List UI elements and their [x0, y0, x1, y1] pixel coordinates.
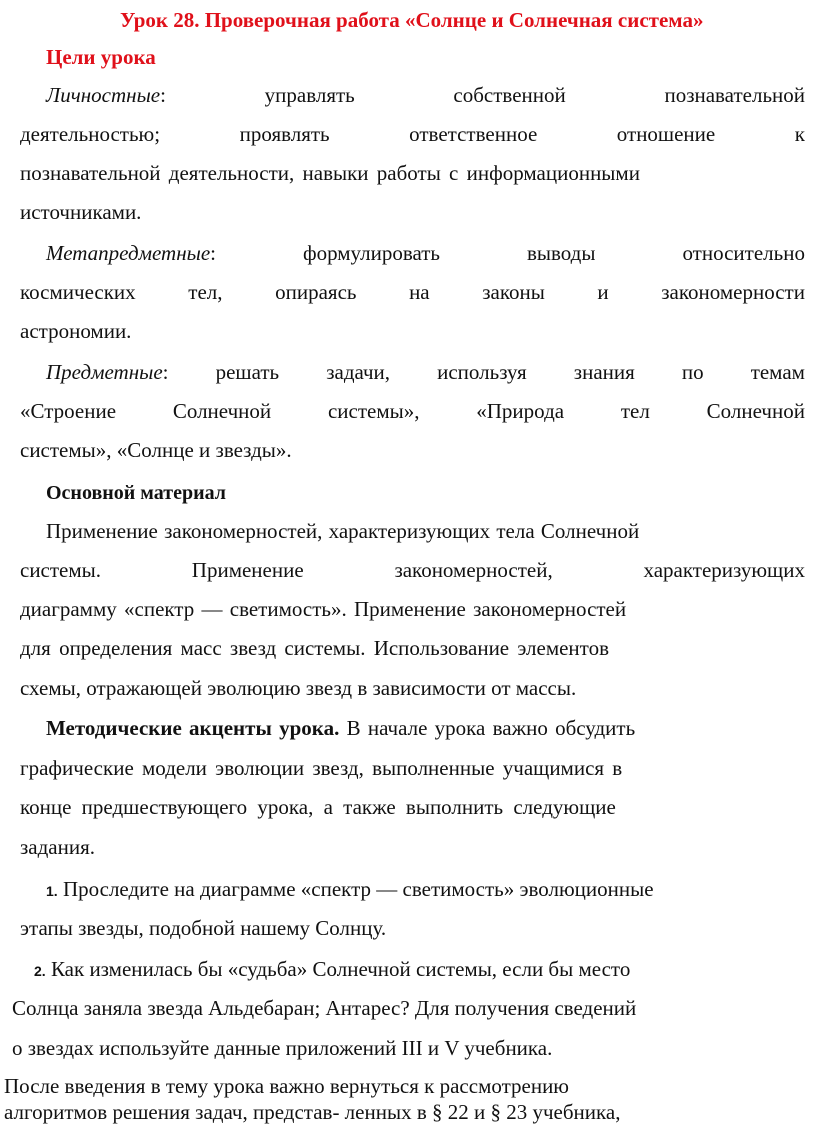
- word: решать: [215, 360, 280, 384]
- task2-line-2: Солнца заняла звезда Альдебаран; Антарес? Для получения сведений: [12, 996, 637, 1020]
- word: Применение: [191, 558, 304, 582]
- word: «Строение: [20, 399, 117, 423]
- word: формулировать: [302, 241, 441, 265]
- word: к: [794, 122, 805, 146]
- task2-line-1: [34, 955, 630, 985]
- word: опираясь: [275, 280, 357, 304]
- task1-line-1: [46, 875, 654, 905]
- main-line-4: для определения масс звезд системы. Использование элементов: [20, 636, 609, 660]
- word: темам: [750, 360, 805, 384]
- subject-line-1: Предметные: решать задачи, используя знания по темам: [46, 360, 805, 384]
- word: задачи,: [326, 360, 391, 384]
- word: тел,: [188, 280, 223, 304]
- main-line-2: [20, 556, 805, 584]
- word: на: [409, 280, 430, 304]
- word: тел: [620, 399, 650, 423]
- method-line-2: графические модели эволюции звезд, выполненные учащимися в: [20, 756, 623, 780]
- word: «Природа: [476, 399, 565, 423]
- after-line-1: После введения в тему урока важно вернуться к рассмотрению: [4, 1074, 570, 1098]
- personal-line-2: [20, 120, 805, 148]
- task1-line-2: этапы звезды, подобной нашему Солнцу.: [20, 916, 387, 940]
- main-heading: Основной материал: [46, 482, 227, 504]
- word: управлять: [264, 83, 355, 107]
- subject-label: Предметные: [46, 360, 163, 384]
- word: проявлять: [239, 122, 330, 146]
- personal-label: Личностные: [46, 83, 161, 107]
- personal-line-1: Личностные: управлять собственной познавательной: [46, 83, 805, 107]
- word: отношение: [616, 122, 716, 146]
- word: по: [681, 360, 704, 384]
- after-line-2: алгоритмов решения задач, представ- ленных в § 22 и § 23 учебника,: [4, 1100, 621, 1124]
- subject-line-3: системы», «Солнце и звезды».: [20, 438, 292, 462]
- task2-line-3: о звездах используйте данные приложений III и V учебника.: [12, 1036, 553, 1060]
- word: законы: [482, 280, 545, 304]
- meta-line-2: [20, 278, 805, 306]
- meta-label: Метапредметные: [46, 241, 211, 265]
- main-line-3: диаграмму «спектр — светимость». Применение закономерностей: [20, 597, 627, 621]
- word: познавательной: [664, 83, 805, 107]
- word: выводы: [526, 241, 596, 265]
- word: деятельностью;: [20, 122, 161, 146]
- word: Солнечной: [706, 399, 805, 423]
- method-line-1: [46, 714, 635, 742]
- method-bold: Методические акценты урока.: [46, 716, 340, 740]
- task1-number: 1.: [46, 883, 58, 899]
- main-line-1: Применение закономерностей, характеризующих тела Солнечной: [46, 519, 640, 543]
- method-rest: В начале урока важно обсудить: [346, 716, 636, 740]
- word: характеризующих: [643, 558, 805, 582]
- main-line-5: схемы, отражающей эволюцию звезд в зависимости от массы.: [20, 676, 577, 700]
- meta-line-3: астрономии.: [20, 319, 132, 343]
- word: системы»,: [327, 399, 420, 423]
- goals-heading: Цели урока: [46, 45, 156, 69]
- method-line-3: конце предшествующего урока, а также выполнить следующие: [20, 795, 616, 819]
- personal-line-4: источниками.: [20, 200, 142, 224]
- meta-line-1: Метапредметные: формулировать выводы относительно: [46, 241, 805, 265]
- method-line-4: задания.: [20, 835, 96, 859]
- word: системы.: [20, 558, 102, 582]
- task2-number: 2.: [34, 963, 46, 979]
- word: собственной: [453, 83, 566, 107]
- word: космических: [20, 280, 136, 304]
- word: и: [597, 280, 609, 304]
- personal-line-3: познавательной деятельности, навыки работы с информационными: [20, 161, 640, 185]
- subject-line-2: [20, 397, 805, 425]
- word: относительно: [682, 241, 805, 265]
- word: закономерности: [661, 280, 805, 304]
- word: ответственное: [409, 122, 538, 146]
- word: закономерностей,: [394, 558, 553, 582]
- word: используя: [437, 360, 527, 384]
- task1-text: Проследите на диаграмме «спектр — светимость» эволюционные: [62, 877, 654, 901]
- task2-text: Как изменилась бы «судьба» Солнечной системы, если бы место: [50, 957, 631, 981]
- word: знания: [573, 360, 635, 384]
- word: Солнечной: [172, 399, 272, 423]
- page-title: Урок 28. Проверочная работа «Солнце и Солнечная система»: [120, 8, 704, 32]
